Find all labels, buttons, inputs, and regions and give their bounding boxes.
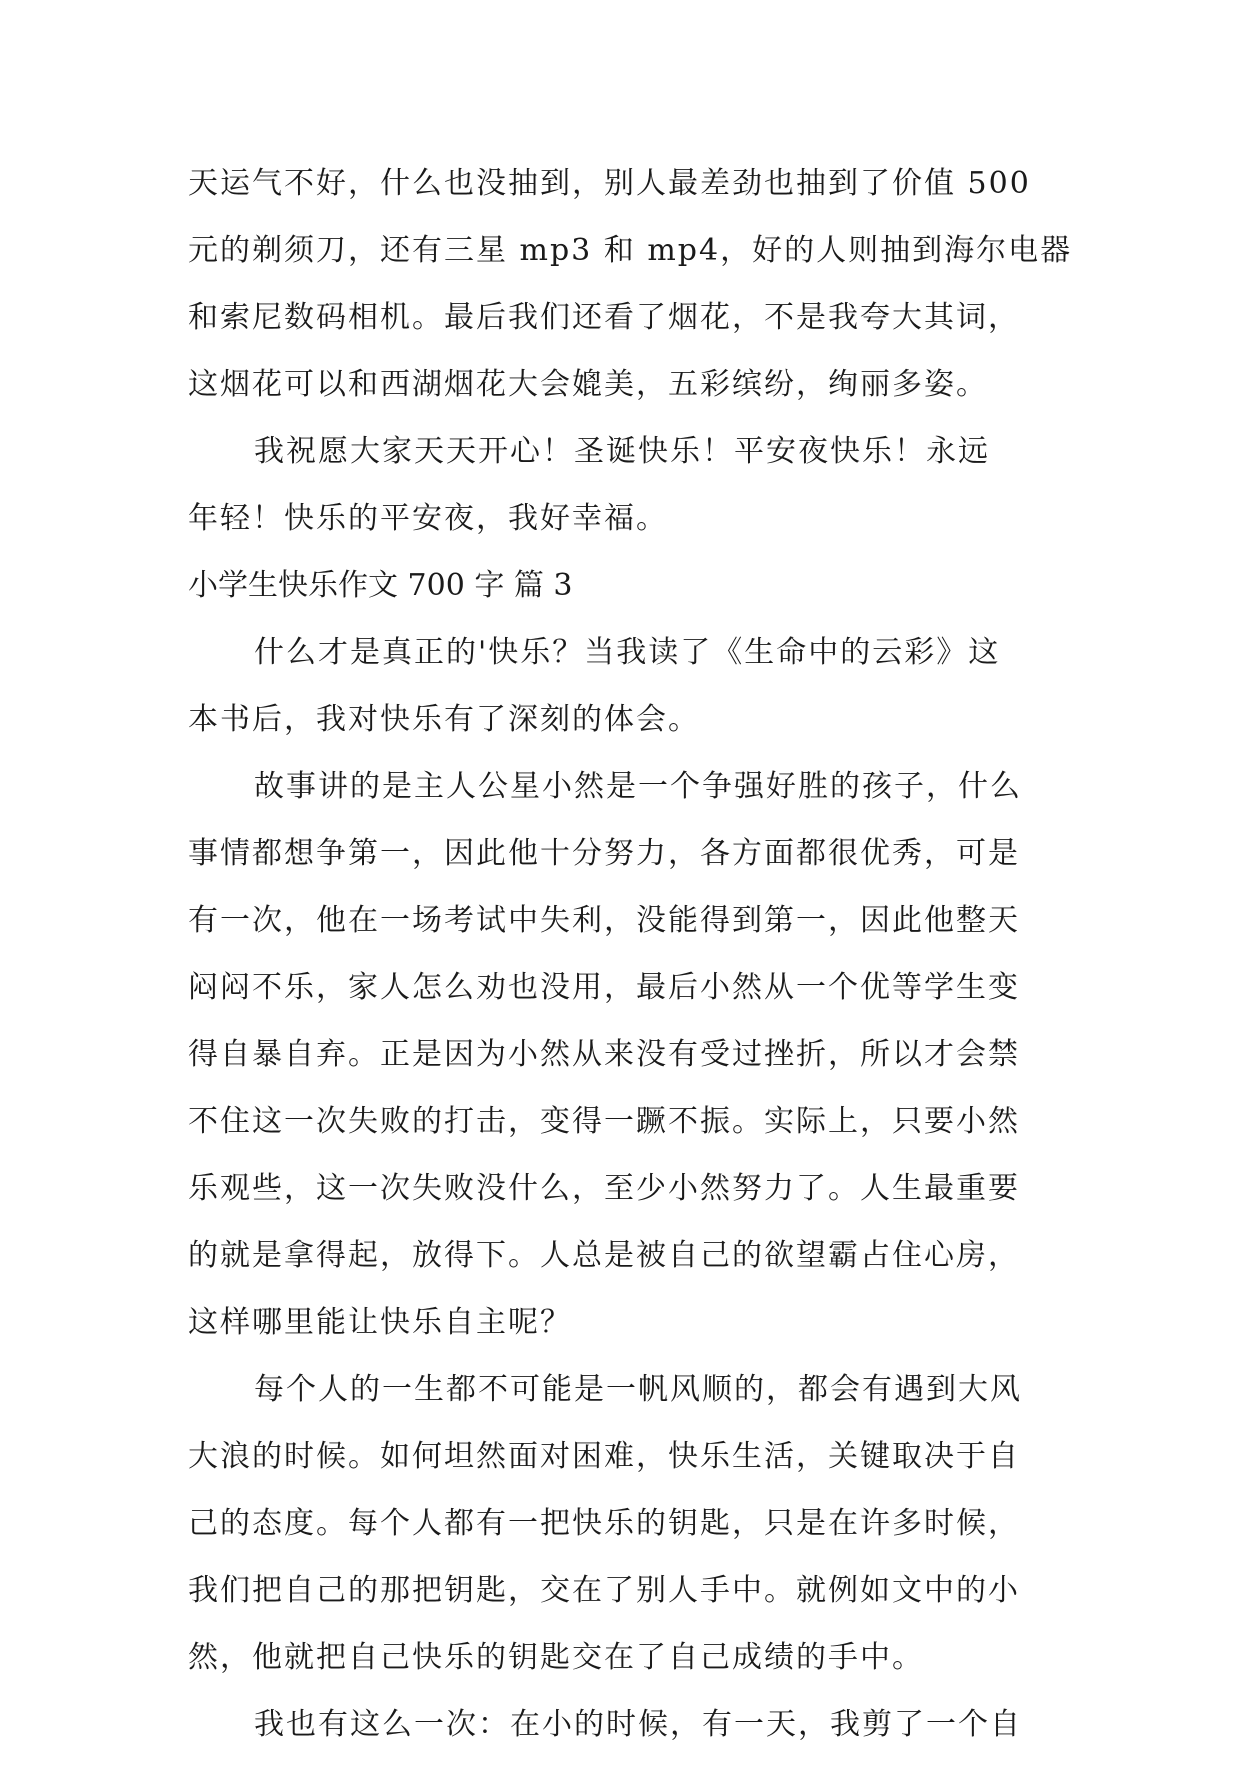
text-line: 己的态度。每个人都有一把快乐的钥匙，只是在许多时候， — [188, 1506, 1020, 1541]
text-line: 天运气不好，什么也没抽到，别人最差劲也抽到了价值 500 — [188, 166, 1031, 201]
text-line: 我也有这么一次：在小的时候，有一天，我剪了一个自 — [254, 1707, 1022, 1742]
text-line: 每个人的一生都不可能是一帆风顺的，都会有遇到大风 — [254, 1372, 1022, 1407]
text-line: 什么才是真正的'快乐？当我读了《生命中的云彩》这 — [254, 635, 1001, 670]
text-line: 这烟花可以和西湖烟花大会媲美，五彩缤纷，绚丽多姿。 — [188, 367, 988, 402]
text-line: 年轻！快乐的平安夜，我好幸福。 — [188, 501, 668, 536]
text-line: 闷闷不乐，家人怎么劝也没用，最后小然从一个优等学生变 — [188, 970, 1020, 1005]
text-line: 故事讲的是主人公星小然是一个争强好胜的孩子，什么 — [254, 769, 1022, 804]
text-line: 和索尼数码相机。最后我们还看了烟花，不是我夸大其词， — [188, 300, 1020, 335]
document-body — [188, 160, 1073, 1768]
text-line: 本书后，我对快乐有了深刻的体会。 — [188, 702, 700, 737]
text-line: 大浪的时候。如何坦然面对困难，快乐生活，关键取决于自 — [188, 1439, 1020, 1474]
text-line: 乐观些，这一次失败没什么，至少小然努力了。人生最重要 — [188, 1171, 1020, 1206]
text-line: 我们把自己的那把钥匙，交在了别人手中。就例如文中的小 — [188, 1573, 1020, 1608]
text-line: 元的剃须刀，还有三星 mp3 和 mp4，好的人则抽到海尔电器 — [188, 233, 1073, 268]
text-line: 的就是拿得起，放得下。人总是被自己的欲望霸占住心房， — [188, 1238, 1020, 1273]
text-line: 我祝愿大家天天开心！圣诞快乐！平安夜快乐！永远 — [254, 434, 990, 469]
text-line: 不住这一次失败的打击，变得一蹶不振。实际上，只要小然 — [188, 1104, 1020, 1139]
text-line: 有一次，他在一场考试中失利，没能得到第一，因此他整天 — [188, 903, 1020, 938]
text-line: 然，他就把自己快乐的钥匙交在了自己成绩的手中。 — [188, 1640, 924, 1675]
section-heading: 小学生快乐作文 700 字 篇 3 — [188, 568, 573, 603]
text-line: 这样哪里能让快乐自主呢？ — [188, 1305, 572, 1340]
text-line: 事情都想争第一，因此他十分努力，各方面都很优秀，可是 — [188, 836, 1020, 871]
text-line: 得自暴自弃。正是因为小然从来没有受过挫折，所以才会禁 — [188, 1037, 1020, 1072]
